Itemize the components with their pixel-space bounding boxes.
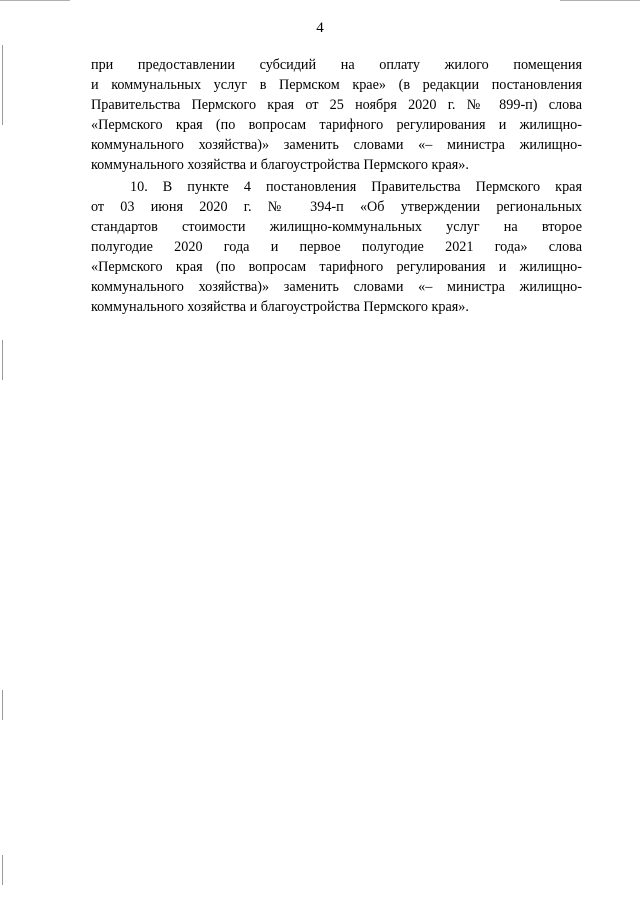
scan-edge-left xyxy=(2,690,3,720)
page-number: 4 xyxy=(316,20,324,36)
text-line: при предоставлении субсидий на оплату жилого помещения xyxy=(91,57,582,73)
scan-edge-left xyxy=(2,340,3,380)
text-line: коммунального хозяйства и благоустройства Пермского края». xyxy=(91,157,469,173)
text-line: от 03 июня 2020 г. № 394-п «Об утверждении региональных xyxy=(91,199,582,215)
text-line: «Пермского края (по вопросам тарифного регулирования и жилищно- xyxy=(91,117,582,133)
text-line: коммунального хозяйства)» заменить словами «– министра жилищно- xyxy=(91,137,582,153)
text-line: 10. В пункте 4 постановления Правительства Пермского края xyxy=(130,179,582,195)
text-line: коммунального хозяйства)» заменить словами «– министра жилищно- xyxy=(91,279,582,295)
scan-edge-left xyxy=(2,855,3,885)
text-line: коммунального хозяйства и благоустройства Пермского края». xyxy=(91,299,469,315)
scan-edge-left xyxy=(2,45,3,125)
text-line: и коммунальных услуг в Пермском крае» (в редакции постановления xyxy=(91,77,582,93)
scan-edge-top xyxy=(0,0,70,1)
document-body xyxy=(91,55,582,317)
scan-edge-top-right xyxy=(560,0,640,1)
text-line: «Пермского края (по вопросам тарифного регулирования и жилищно- xyxy=(91,259,582,275)
text-line: стандартов стоимости жилищно-коммунальных услуг на второе xyxy=(91,219,582,235)
text-line: Правительства Пермского края от 25 ноября 2020 г. № 899-п) слова xyxy=(91,97,582,113)
text-line: полугодие 2020 года и первое полугодие 2021 года» слова xyxy=(91,239,582,255)
